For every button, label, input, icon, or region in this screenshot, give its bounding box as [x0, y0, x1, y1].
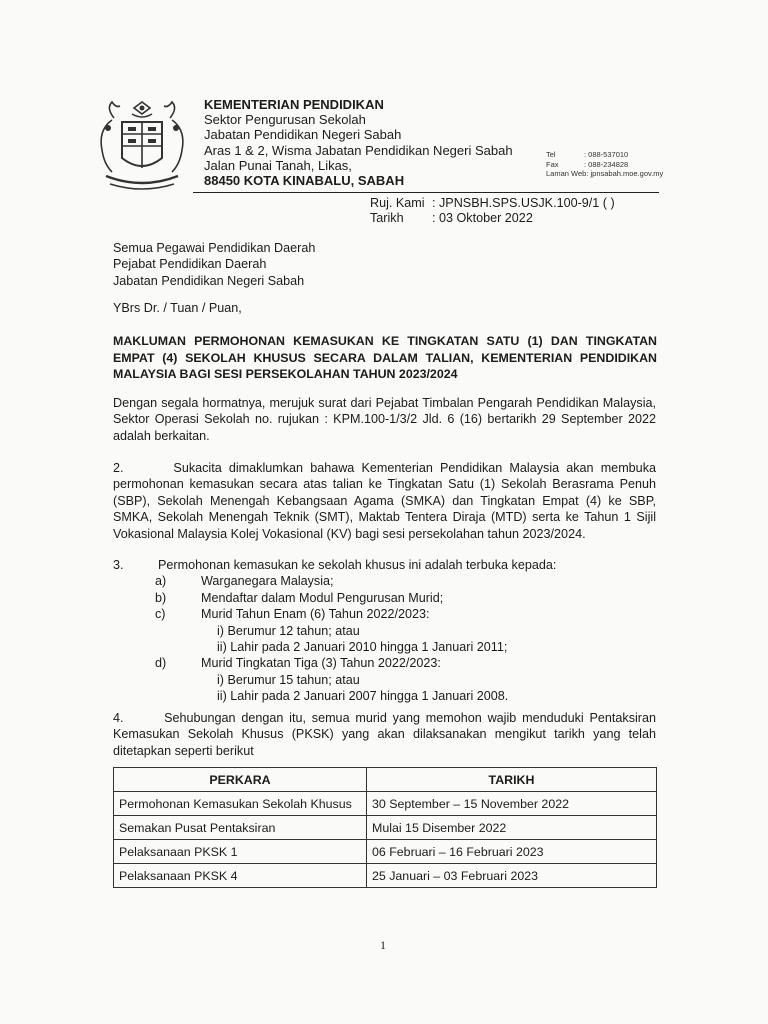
ref-label: Ruj. Kami [370, 196, 425, 210]
table-cell: 06 Februari – 16 Februari 2023 [367, 840, 657, 864]
date-value: : 03 Oktober 2022 [432, 211, 533, 225]
table-cell: Mulai 15 Disember 2022 [367, 816, 657, 840]
page-number: 1 [380, 938, 386, 952]
ref-value: : JPNSBH.SPS.USJK.100-9/1 ( ) [432, 196, 615, 210]
recipient-line: Semua Pegawai Pendidikan Daerah [113, 241, 316, 255]
sub-item: i) Berumur 12 tahun; atau [217, 623, 360, 638]
reference-block [370, 196, 615, 226]
table-header-row [114, 768, 657, 792]
paragraph-1: Dengan segala hormatnya, merujuk surat dari Pejabat Timbalan Pengarah Pendidikan Malaysia, Sektor Operasi Sekolah no. rujukan : KPM.100-1/3/2 Jld. 6 (16) bertarikh 29 September 2022 adalah berkaitan. [113, 396, 656, 443]
address-line: Aras 1 & 2, Wisma Jabatan Pendidikan Negeri Sabah [204, 142, 513, 158]
coat-of-arms-logo [92, 100, 192, 195]
column-header: PERKARA [114, 768, 367, 792]
tel-value: : 088-537010 [584, 150, 629, 159]
paragraph-2: 2. Sukacita dimaklumkan bahawa Kementerian Pendidikan Malaysia akan membuka permohonan kemasukan secara atas talian ke Tingkatan Satu (1) Sekolah Berasrama Penuh (SBP), Sekolah Menengah Kebangsaan Agama (SMKA) dan Tingkatan Empat (4) ke SBP, SMKA, Sekolah Menengah Teknik (SMT), Maktab Tentera Diraja (MTD) serta ke Tahun 1 Sijil Vokasional Malaysia Kolej Vokasional (KV) bagi sesi persekolahan tahun 2023/2024. [113, 461, 660, 541]
list-letter: c) [155, 607, 166, 622]
sub-item: ii) Lahir pada 2 Januari 2007 hingga 1 Januari 2008. [217, 689, 509, 704]
fax-value: : 088-234828 [584, 159, 629, 169]
list-item: Mendaftar dalam Modul Pengurusan Murid; [201, 590, 444, 605]
recipient-block [113, 240, 315, 289]
address-line: Jabatan Pendidikan Negeri Sabah [204, 127, 402, 143]
list-item: Murid Tingkatan Tiga (3) Tahun 2022/2023: [201, 656, 441, 671]
web-value: jpnsabah.moe.gov.my [590, 169, 664, 178]
letterhead [204, 97, 513, 188]
table-cell: Pelaksanaan PKSK 1 [114, 840, 367, 864]
sub-item: i) Berumur 15 tahun; atau [217, 672, 360, 687]
letter-title: MAKLUMAN PERMOHONAN KEMASUKAN KE TINGKATAN SATU (1) DAN TINGKATAN EMPAT (4) SEKOLAH KHUSUS SECARA DALAM TALIAN, KEMENTERIAN PENDIDIKAN MALAYSIA BAGI SESI PERSEKOLAHAN TAHUN 2023/2024 [113, 334, 657, 381]
date-label: Tarikh [370, 211, 404, 225]
table-row [114, 792, 657, 816]
table-cell: Pelaksanaan PKSK 4 [114, 864, 367, 888]
address-line: Jalan Punai Tanah, Likas, [204, 157, 352, 173]
recipient-line: Pejabat Pendidikan Daerah [113, 257, 267, 272]
table-row [114, 816, 657, 840]
eligibility-list [113, 557, 673, 705]
contact-info [546, 150, 663, 179]
schedule-table [113, 767, 657, 888]
salutation: YBrs Dr. / Tuan / Puan, [113, 301, 242, 315]
list-letter: a) [155, 574, 167, 589]
tel-label: Tel [546, 150, 556, 159]
postcode-city: 88450 KOTA KINABALU, SABAH [204, 173, 405, 189]
list-item: Warganegara Malaysia; [201, 574, 334, 589]
ministry-name: KEMENTERIAN PENDIDIKAN [204, 97, 384, 112]
paragraph-4: 4. Sehubungan dengan itu, semua murid yang memohon wajib menduduki Pentaksiran Kemasukan Sekolah Khusus (PKSK) yang akan dilaksanakan mengikut tarikh yang telah ditetapkan seperti berikut [113, 711, 660, 758]
table-cell: Semakan Pusat Pentaksiran [114, 816, 367, 840]
fax-label: Fax [546, 159, 559, 169]
recipient-line: Jabatan Pendidikan Negeri Sabah [113, 273, 305, 288]
sub-item: ii) Lahir pada 2 Januari 2010 hingga 1 Januari 2011; [217, 639, 508, 654]
paragraph-3-intro: Permohonan kemasukan ke sekolah khusus ini adalah terbuka kepada: [158, 558, 557, 572]
list-letter: d) [155, 656, 167, 671]
column-header: TARIKH [367, 768, 657, 792]
table-cell: Permohonan Kemasukan Sekolah Khusus [114, 792, 367, 816]
web-label: Laman Web: [546, 169, 589, 178]
address-line: Sektor Pengurusan Sekolah [204, 112, 366, 128]
list-letter: b) [155, 590, 167, 605]
list-item: Murid Tahun Enam (6) Tahun 2022/2023: [201, 607, 430, 622]
table-row [114, 864, 657, 888]
table-cell: 30 September – 15 November 2022 [367, 792, 657, 816]
table-cell: 25 Januari – 03 Februari 2023 [367, 864, 657, 888]
table-row [114, 840, 657, 864]
paragraph-number: 3. [113, 558, 124, 572]
header-divider [193, 192, 659, 193]
